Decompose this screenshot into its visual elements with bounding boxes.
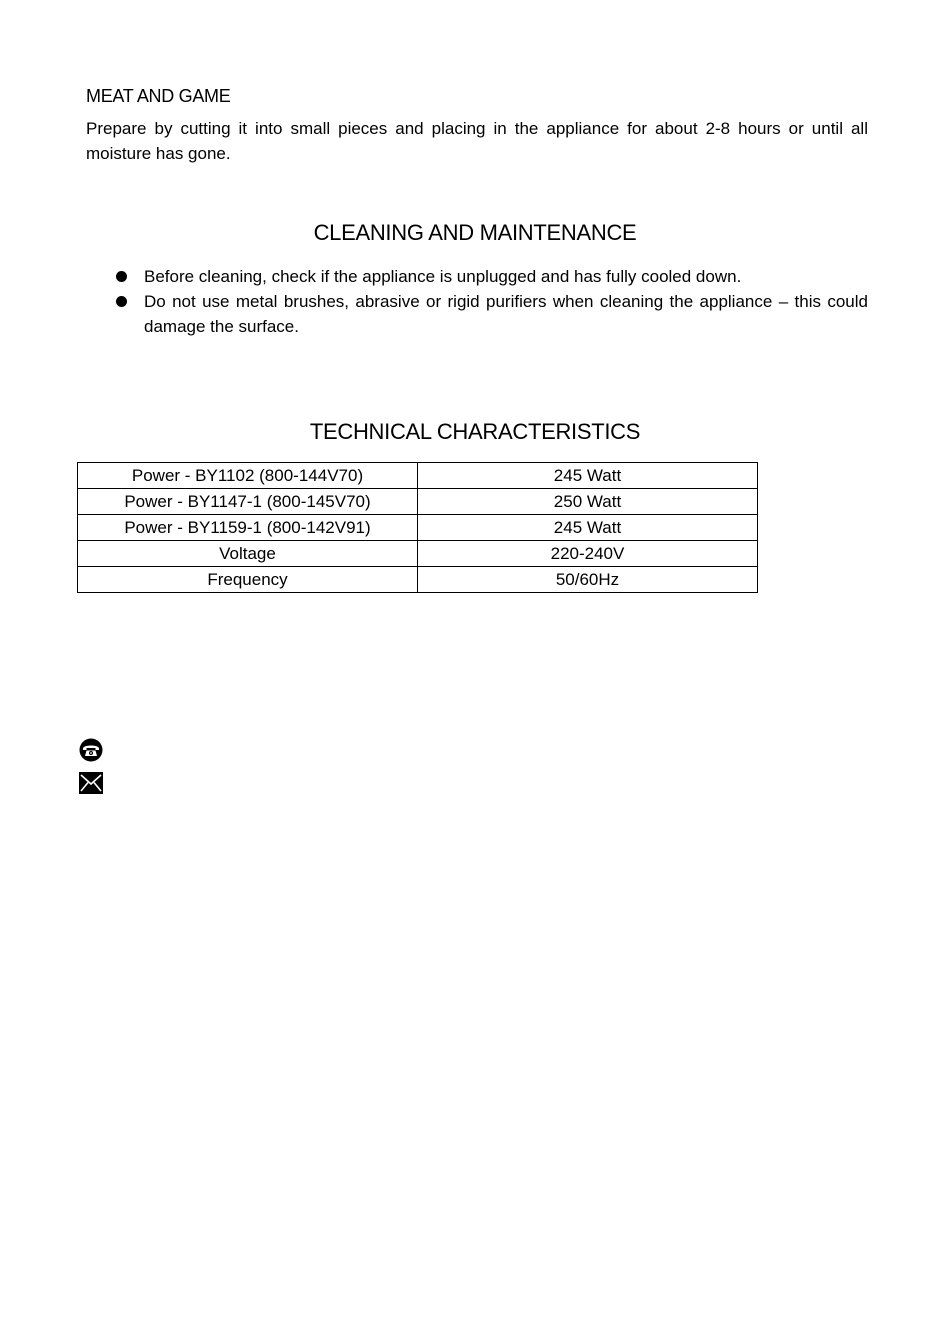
table-row [78, 463, 758, 489]
table-row [78, 541, 758, 567]
meat-heading: MEAT AND GAME [86, 86, 231, 106]
spec-value: 220-240V [418, 541, 758, 567]
envelope-icon [78, 771, 104, 795]
spec-table [77, 462, 758, 593]
spec-label: Voltage [78, 541, 418, 567]
list-item-text: Do not use metal brushes, abrasive or rigid purifiers when cleaning the appliance – this could damage the surface. [144, 292, 868, 336]
bullet-icon [116, 271, 127, 282]
spec-label: Power - BY1159-1 (800-142V91) [78, 515, 418, 541]
meat-instructions: Prepare by cutting it into small pieces and placing in the appliance for about 2-8 hours or until all moisture has gone. [86, 119, 868, 163]
technical-title: TECHNICAL CHARACTERISTICS [309, 419, 641, 444]
table-row [78, 489, 758, 515]
spec-label: Frequency [78, 567, 418, 593]
cleaning-list [116, 264, 868, 339]
cleaning-title: CLEANING AND MAINTENANCE [313, 220, 637, 245]
spec-value: 245 Watt [418, 463, 758, 489]
spec-value: 245 Watt [418, 515, 758, 541]
spec-value: 50/60Hz [418, 567, 758, 593]
table-row [78, 515, 758, 541]
spec-label: Power - BY1147-1 (800-145V70) [78, 489, 418, 515]
spec-value: 250 Watt [418, 489, 758, 515]
table-row [78, 567, 758, 593]
list-item-text: Before cleaning, check if the appliance is unplugged and has fully cooled down. [144, 267, 742, 286]
list-item [116, 264, 868, 289]
bullet-icon [116, 296, 127, 307]
telephone-icon [78, 738, 104, 762]
spec-label: Power - BY1102 (800-144V70) [78, 463, 418, 489]
list-item [116, 289, 868, 339]
